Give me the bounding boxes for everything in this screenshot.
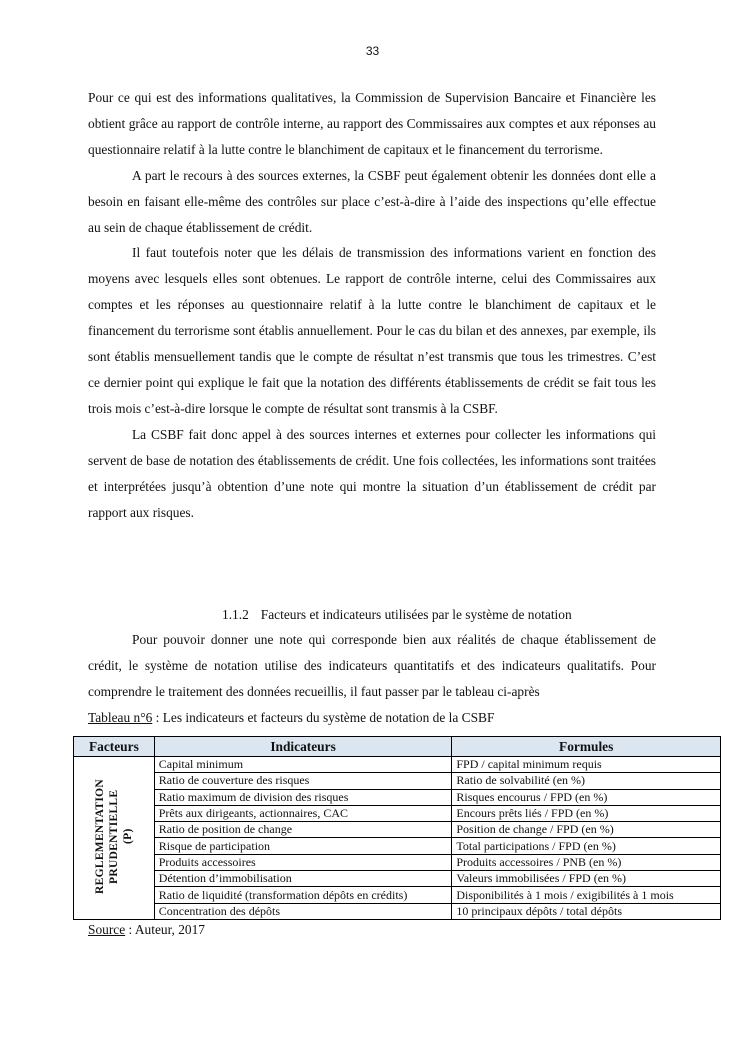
source-text: : Auteur, 2017: [125, 922, 205, 937]
indicator-cell: Risque de participation: [154, 838, 452, 854]
formula-cell: Ratio de solvabilité (en %): [452, 773, 721, 789]
table-row: [74, 757, 721, 773]
section-title: Facteurs et indicateurs utilisées par le système de notation: [260, 607, 572, 622]
paragraph-qualitative-info: Pour ce qui est des informations qualitatives, la Commission de Supervision Bancaire et Financière les obtient grâce au rapport de contrôle interne, au rapport des Commissaires aux comptes et aux réponses au questionnaire relatif à la lutte contre le blanchiment de capitaux et le financement du terrorisme.: [88, 90, 656, 157]
formula-cell: Position de change / FPD (en %): [452, 822, 721, 838]
page-number: 33: [365, 44, 380, 58]
indicator-cell: Concentration des dépôts: [154, 903, 452, 919]
header-factors: Facteurs: [74, 737, 155, 757]
factor-label: [93, 779, 135, 894]
paragraph-internal-external-sources: La CSBF fait donc appel à des sources internes et externes pour collecter les informations qui servent de base de notation des établissements de crédit. Une fois collectées, les informations sont traitées et interprétées jusqu’à obtention d’une note qui montre la situation d’un établissement de crédit par rapport aux risques.: [88, 426, 656, 520]
formula-cell: Total participations / FPD (en %): [452, 838, 721, 854]
table-row: [74, 871, 721, 887]
indicator-cell: Ratio de couverture des risques: [154, 773, 452, 789]
section-number: 1.1.2: [222, 607, 249, 622]
formula-cell: Risques encourus / FPD (en %): [452, 789, 721, 805]
formula-cell: Encours prêts liés / FPD (en %): [452, 805, 721, 821]
table-row: [74, 838, 721, 854]
factor-line-2: PRUDENTIELLE: [107, 788, 120, 884]
factor-line-3: (P): [121, 828, 134, 844]
section-heading: [222, 602, 572, 627]
table-row: [74, 789, 721, 805]
indicators-table: [73, 736, 721, 920]
formula-cell: Produits accessoires / PNB (en %): [452, 854, 721, 870]
indicator-cell: Prêts aux dirigeants, actionnaires, CAC: [154, 805, 452, 821]
body-text: [88, 85, 656, 525]
indicator-cell: Ratio de liquidité (transformation dépôts en crédits): [154, 887, 452, 903]
paragraph-external-sources: A part le recours à des sources externes, la CSBF peut également obtenir les données dont elle a besoin en faisant elle-même des contrôles sur place c’est-à-dire à l’aide des inspections qu’elle effectue au sein de chaque établissement de crédit.: [88, 167, 656, 235]
source-label: Source: [88, 922, 126, 937]
indicator-cell: Produits accessoires: [154, 854, 452, 870]
table-caption-label: Tableau n°6: [88, 709, 153, 725]
paragraph-transmission-delays: Il faut toutefois noter que les délais de transmission des informations varient en fonction des moyens avec lesquels elles sont obtenues. Le rapport de contrôle interne, celui des Commissaires aux comptes et les réponses au questionnaire relatif à la lutte contre le blanchiment de capitaux et le financement du terrorisme sont établis annuellement. Pour le cas du bilan et des annexes, par exemple, ils sont établis mensuellement tandis que le compte de résultat n’est transmis que tous les trimestres. C’est ce dernier point qui explique le fait que la notation des différents établissements de crédit se fait tous les trois mois c’est-à-dire lorsque le compte de résultat sont transmis à la CSBF.: [88, 245, 656, 416]
indicator-cell: Ratio maximum de division des risques: [154, 789, 452, 805]
table-caption-text: : Les indicateurs et facteurs du système de notation de la CSBF: [152, 709, 495, 725]
table-row: [74, 887, 721, 903]
table-row: [74, 773, 721, 789]
table-row: [74, 854, 721, 870]
formula-cell: Valeurs immobilisées / FPD (en %): [452, 871, 721, 887]
indicator-cell: Capital minimum: [154, 757, 452, 773]
table-source: [88, 919, 205, 941]
indicator-cell: Détention d’immobilisation: [154, 871, 452, 887]
intro-block: [88, 627, 656, 731]
formula-cell: 10 principaux dépôts / total dépôts: [452, 903, 721, 919]
table-row: [74, 822, 721, 838]
formula-cell: FPD / capital minimum requis: [452, 757, 721, 773]
indicator-cell: Ratio de position de change: [154, 822, 452, 838]
table-row: [74, 903, 721, 919]
factor-cell: [74, 757, 155, 920]
table-header-row: [74, 737, 721, 757]
header-formulas: Formules: [452, 737, 721, 757]
header-indicators: Indicateurs: [154, 737, 452, 757]
paragraph-intro: Pour pouvoir donner une note qui corresponde bien aux réalités de chaque établissement de crédit, le système de notation utilise des indicateurs quantitatifs et des indicateurs qualitatifs. Pour comprendre le traitement des données recueillis, il faut passer par le tableau ci-après: [88, 632, 656, 699]
factor-line-1: REGLEMENTATION: [93, 778, 106, 894]
table-row: [74, 805, 721, 821]
table-caption: [88, 705, 656, 731]
formula-cell: Disponibilités à 1 mois / exigibilités à 1 mois: [452, 887, 721, 903]
